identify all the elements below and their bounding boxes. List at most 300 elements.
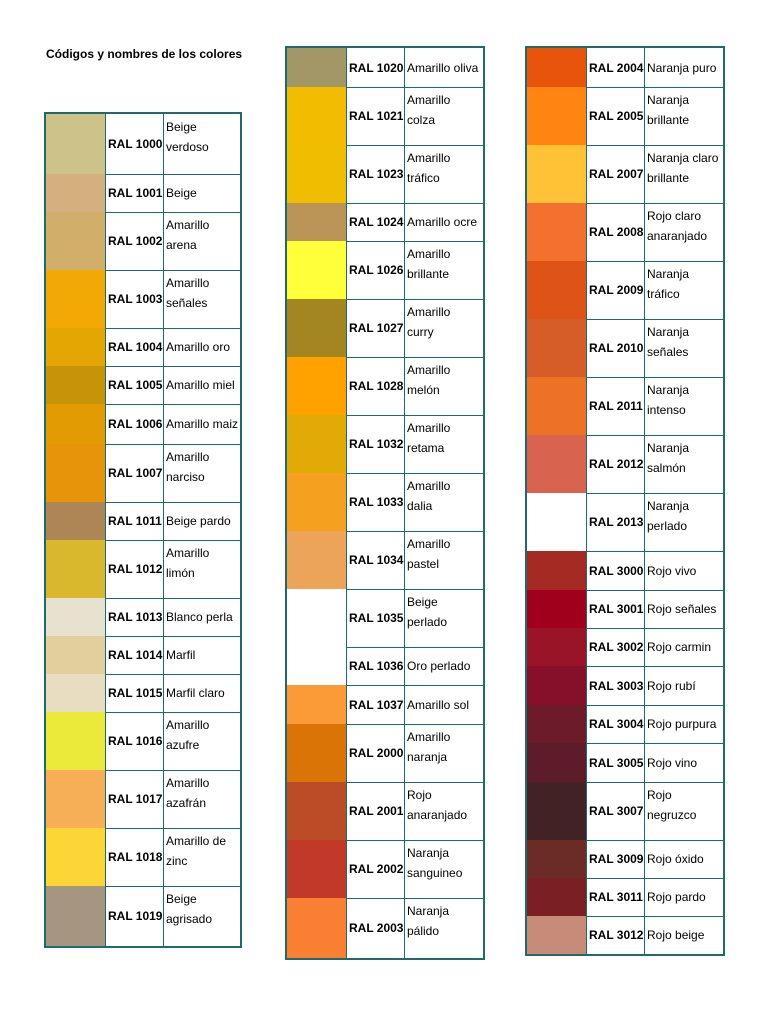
color-swatch: [46, 636, 105, 674]
color-name-line: Beige: [407, 595, 438, 609]
color-row: [46, 444, 240, 503]
ral-code: RAL 2013: [586, 493, 644, 551]
color-name-line: colza: [407, 113, 436, 127]
color-name-line: dalia: [407, 499, 433, 513]
color-name-line: tráfico: [647, 287, 680, 301]
color-swatch: [287, 415, 346, 473]
color-name-line: señales: [647, 345, 689, 359]
color-row: [527, 435, 723, 494]
color-name-line: pastel: [407, 557, 440, 571]
color-name: [163, 328, 240, 366]
color-name: [404, 241, 483, 299]
color-name-line: perlado: [407, 615, 448, 629]
color-row: [527, 666, 723, 706]
color-swatch: [527, 493, 586, 551]
color-swatch: [287, 357, 346, 415]
color-swatch: [46, 270, 105, 328]
color-row: [527, 743, 723, 783]
color-swatch: [46, 828, 105, 886]
color-table-3: [525, 46, 725, 956]
color-swatch: [46, 114, 105, 174]
color-table-1: [44, 112, 242, 948]
color-name-line: Amarillo oliva: [407, 60, 479, 75]
ral-code: RAL 2009: [586, 261, 644, 319]
color-swatch: [287, 840, 346, 898]
color-name-line: Amarillo: [166, 276, 210, 290]
color-row: [287, 531, 483, 590]
color-name-line: salmón: [647, 461, 686, 475]
ral-code: RAL 2003: [346, 898, 404, 958]
color-name: [644, 916, 723, 954]
color-name: [644, 377, 723, 435]
color-name-line: Rojo pardo: [647, 890, 706, 904]
color-swatch: [287, 473, 346, 531]
color-name-line: Amarillo: [166, 718, 210, 732]
ral-code: RAL 1019: [105, 886, 163, 946]
color-name-line: Naranja: [407, 846, 450, 860]
ral-code: RAL 1002: [105, 212, 163, 270]
color-swatch: [527, 666, 586, 705]
ral-code: RAL 2002: [346, 840, 404, 898]
color-name: [404, 87, 483, 145]
ral-code: RAL 3005: [586, 743, 644, 782]
color-name: [404, 647, 483, 685]
ral-code: RAL 2004: [586, 48, 644, 87]
color-name-line: Rojo señales: [647, 602, 717, 616]
color-name-line: intenso: [647, 403, 686, 417]
color-row: [287, 473, 483, 532]
color-row: [527, 203, 723, 262]
color-name-line: Rojo óxido: [647, 852, 704, 866]
color-name-line: Amarillo: [166, 450, 210, 464]
color-name: [644, 782, 723, 840]
color-name: [404, 685, 483, 724]
color-row: [46, 598, 240, 637]
color-name: [163, 828, 240, 886]
color-name-line: limón: [166, 566, 195, 580]
color-name-line: brillante: [407, 267, 450, 281]
color-swatch: [527, 782, 586, 840]
color-name-line: Naranja: [647, 267, 690, 281]
ral-code: RAL 1006: [105, 404, 163, 444]
ral-code: RAL 3002: [586, 628, 644, 666]
color-name-line: Rojo rubí: [647, 678, 696, 693]
ral-code: RAL 1034: [346, 531, 404, 589]
ral-code: RAL 1036: [346, 647, 404, 685]
color-row: [46, 366, 240, 405]
color-row: [46, 540, 240, 599]
ral-code: RAL 1028: [346, 357, 404, 415]
color-row: [527, 87, 723, 146]
ral-code: RAL 3000: [586, 551, 644, 590]
color-swatch: [46, 366, 105, 404]
color-name: [404, 299, 483, 357]
color-name: [404, 840, 483, 898]
ral-code: RAL 1035: [346, 589, 404, 647]
color-name: [163, 270, 240, 328]
ral-code: RAL 1014: [105, 636, 163, 674]
ral-code: RAL 1016: [105, 712, 163, 770]
color-swatch: [287, 299, 346, 357]
color-row: [46, 502, 240, 541]
color-name: [404, 48, 483, 87]
ral-code: RAL 1021: [346, 87, 404, 145]
color-name-line: Amarillo sol: [407, 697, 470, 712]
color-row: [527, 551, 723, 591]
color-swatch: [287, 647, 346, 685]
color-row: [46, 674, 240, 713]
ral-code: RAL 3012: [586, 916, 644, 954]
color-swatch: [527, 551, 586, 590]
color-name-line: Amarillo maiz: [166, 417, 239, 431]
ral-code: RAL 3003: [586, 666, 644, 705]
color-name-line: Blanco perla: [166, 610, 233, 624]
color-name: [404, 898, 483, 958]
color-name-line: Rojo vivo: [647, 563, 697, 578]
color-row: [527, 840, 723, 879]
color-name-line: Amarillo de: [166, 834, 227, 848]
color-name-line: melón: [407, 383, 440, 397]
ral-code: RAL 1012: [105, 540, 163, 598]
color-name: [644, 705, 723, 743]
color-swatch: [46, 212, 105, 270]
color-name-line: Amarillo: [407, 479, 451, 493]
color-name: [644, 48, 723, 87]
color-swatch: [527, 145, 586, 203]
color-name-line: Marfil: [166, 648, 196, 662]
color-name: [404, 415, 483, 473]
color-swatch: [527, 87, 586, 145]
color-name: [163, 444, 240, 502]
color-swatch: [527, 261, 586, 319]
color-row: [527, 590, 723, 629]
ral-code: RAL 1024: [346, 203, 404, 241]
color-swatch: [287, 531, 346, 589]
color-name: [163, 770, 240, 828]
ral-code: RAL 1000: [105, 114, 163, 174]
color-name-line: Naranja: [647, 499, 690, 513]
color-name: [163, 174, 240, 212]
color-swatch: [287, 589, 346, 647]
color-name-line: azufre: [166, 738, 200, 752]
color-row: [46, 328, 240, 367]
color-row: [287, 724, 483, 783]
color-row: [287, 415, 483, 474]
ral-code: RAL 2000: [346, 724, 404, 782]
color-swatch: [527, 435, 586, 493]
color-name: [163, 712, 240, 770]
ral-code: RAL 3007: [586, 782, 644, 840]
ral-code: RAL 1013: [105, 598, 163, 636]
color-row: [287, 203, 483, 242]
color-name-line: Naranja claro: [647, 151, 719, 165]
color-swatch: [46, 404, 105, 444]
ral-code: RAL 1001: [105, 174, 163, 212]
color-name: [163, 366, 240, 404]
color-name: [163, 212, 240, 270]
color-name-line: Amarillo: [407, 421, 451, 435]
color-swatch: [527, 878, 586, 916]
color-row: [46, 270, 240, 329]
color-swatch: [527, 916, 586, 954]
color-name-line: naranja: [407, 750, 448, 764]
ral-code: RAL 1007: [105, 444, 163, 502]
ral-code: RAL 1033: [346, 473, 404, 531]
ral-code: RAL 3004: [586, 705, 644, 743]
ral-code: RAL 1023: [346, 145, 404, 203]
color-row: [527, 319, 723, 378]
color-name-line: azafrán: [166, 796, 207, 810]
color-swatch: [46, 502, 105, 540]
page-title: Códigos y nombres de los colores: [46, 47, 243, 61]
color-name-line: Amarillo miel: [166, 378, 235, 392]
ral-code: RAL 1032: [346, 415, 404, 473]
color-swatch: [287, 87, 346, 145]
color-name-line: Naranja: [647, 441, 690, 455]
color-name-line: Amarillo: [166, 546, 210, 560]
color-row: [287, 898, 483, 958]
color-name-line: tráfico: [407, 171, 440, 185]
color-swatch: [527, 203, 586, 261]
color-row: [287, 840, 483, 899]
color-swatch: [287, 724, 346, 782]
color-name: [163, 886, 240, 946]
color-name-line: perlado: [647, 519, 688, 533]
color-name-line: señales: [166, 296, 208, 310]
color-swatch: [46, 770, 105, 828]
color-row: [46, 886, 240, 946]
color-name-line: anaranjado: [647, 229, 708, 243]
color-name: [163, 114, 240, 174]
color-row: [46, 828, 240, 887]
color-name: [644, 203, 723, 261]
color-name: [163, 502, 240, 540]
ral-code: RAL 3001: [586, 590, 644, 628]
color-row: [287, 647, 483, 686]
color-row: [46, 404, 240, 445]
color-name: [644, 878, 723, 916]
color-row: [287, 299, 483, 358]
color-swatch: [46, 444, 105, 502]
color-name: [644, 590, 723, 628]
ral-code: RAL 2005: [586, 87, 644, 145]
color-row: [287, 589, 483, 648]
color-name: [404, 531, 483, 589]
color-row: [527, 878, 723, 917]
color-row: [287, 685, 483, 725]
color-row: [527, 145, 723, 204]
color-name-line: Naranja: [647, 325, 690, 339]
color-row: [287, 241, 483, 300]
ral-code: RAL 2007: [586, 145, 644, 203]
color-swatch: [527, 628, 586, 666]
color-table-2: [285, 46, 485, 960]
color-name-line: Amarillo: [407, 730, 451, 744]
color-name: [644, 145, 723, 203]
color-name-line: Amarillo: [166, 776, 210, 790]
ral-code: RAL 1005: [105, 366, 163, 404]
color-swatch: [527, 743, 586, 782]
color-row: [287, 357, 483, 416]
ral-code: RAL 1018: [105, 828, 163, 886]
color-name-line: retama: [407, 441, 445, 455]
color-name: [404, 473, 483, 531]
color-name: [644, 628, 723, 666]
ral-code: RAL 1017: [105, 770, 163, 828]
color-row: [287, 48, 483, 88]
color-name: [404, 357, 483, 415]
color-name-line: brillante: [647, 113, 690, 127]
color-name-line: Naranja: [647, 383, 690, 397]
color-row: [46, 636, 240, 675]
color-swatch: [527, 840, 586, 878]
color-row: [527, 493, 723, 552]
color-name: [644, 666, 723, 705]
color-name-line: Beige: [166, 120, 197, 134]
color-name-line: Amarillo oro: [166, 340, 231, 354]
ral-code: RAL 2011: [586, 377, 644, 435]
color-name-line: Amarillo: [407, 363, 451, 377]
color-swatch: [527, 590, 586, 628]
color-swatch: [46, 712, 105, 770]
ral-code: RAL 2010: [586, 319, 644, 377]
color-row: [46, 114, 240, 175]
color-swatch: [527, 319, 586, 377]
color-row: [527, 377, 723, 436]
color-name-line: Oro perlado: [407, 659, 471, 673]
color-name: [644, 435, 723, 493]
color-swatch: [46, 674, 105, 712]
color-row: [46, 174, 240, 213]
color-name-line: Naranja puro: [647, 60, 717, 75]
color-swatch: [287, 782, 346, 840]
color-row: [527, 628, 723, 667]
color-name-line: Amarillo: [166, 218, 210, 232]
color-name: [163, 540, 240, 598]
color-name-line: Naranja: [407, 904, 450, 918]
ral-code: RAL 3011: [586, 878, 644, 916]
ral-code: RAL 1026: [346, 241, 404, 299]
color-name-line: Naranja: [647, 93, 690, 107]
color-swatch: [287, 48, 346, 87]
color-swatch: [287, 685, 346, 724]
color-name-line: sanguineo: [407, 866, 463, 880]
color-row: [527, 261, 723, 320]
color-name: [404, 782, 483, 840]
color-name-line: Amarillo ocre: [407, 215, 478, 229]
ral-code: RAL 3009: [586, 840, 644, 878]
ral-code: RAL 1027: [346, 299, 404, 357]
color-name-line: Amarillo: [407, 305, 451, 319]
color-swatch: [287, 241, 346, 299]
color-name-line: zinc: [166, 854, 188, 868]
color-name-line: narciso: [166, 470, 205, 484]
color-swatch: [287, 898, 346, 958]
color-name-line: pálido: [407, 924, 440, 938]
color-name-line: Rojo purpura: [647, 717, 717, 731]
color-name-line: arena: [166, 238, 197, 252]
color-name-line: Beige: [166, 892, 197, 906]
color-swatch: [46, 540, 105, 598]
color-row: [527, 782, 723, 841]
color-row: [527, 48, 723, 88]
color-swatch: [287, 203, 346, 241]
ral-code: RAL 1004: [105, 328, 163, 366]
color-name: [644, 261, 723, 319]
color-swatch: [46, 328, 105, 366]
color-name-line: Beige: [166, 186, 197, 200]
color-name: [163, 674, 240, 712]
color-swatch: [527, 48, 586, 87]
color-name: [404, 203, 483, 241]
color-name: [644, 840, 723, 878]
color-swatch: [287, 145, 346, 203]
color-name-line: verdoso: [166, 140, 209, 154]
color-name-line: Rojo carmin: [647, 640, 712, 654]
ral-code: RAL 2008: [586, 203, 644, 261]
color-name-line: anaranjado: [407, 808, 468, 822]
color-name-line: Rojo claro: [647, 209, 702, 223]
color-name: [163, 598, 240, 636]
color-name-line: Rojo beige: [647, 928, 705, 942]
color-row: [287, 782, 483, 841]
ral-code: RAL 1015: [105, 674, 163, 712]
color-name-line: Rojo: [647, 788, 672, 802]
color-name: [404, 145, 483, 203]
color-name: [644, 493, 723, 551]
color-row: [527, 705, 723, 744]
color-row: [46, 712, 240, 771]
color-name-line: brillante: [647, 171, 690, 185]
color-name: [644, 87, 723, 145]
color-swatch: [46, 598, 105, 636]
color-name-line: Rojo: [407, 788, 432, 802]
color-name-line: Amarillo: [407, 247, 451, 261]
color-swatch: [46, 886, 105, 946]
color-swatch: [46, 174, 105, 212]
ral-code: RAL 2012: [586, 435, 644, 493]
ral-code: RAL 2001: [346, 782, 404, 840]
color-name: [404, 724, 483, 782]
ral-code: RAL 1003: [105, 270, 163, 328]
color-name: [163, 636, 240, 674]
color-row: [46, 212, 240, 271]
color-name-line: Amarillo: [407, 93, 451, 107]
color-name-line: Amarillo: [407, 151, 451, 165]
color-name-line: negruzco: [647, 808, 697, 822]
color-name: [163, 404, 240, 444]
color-name-line: Amarillo: [407, 537, 451, 551]
color-row: [46, 770, 240, 829]
color-name-line: Marfil claro: [166, 686, 225, 700]
color-name-line: Beige pardo: [166, 514, 231, 528]
ral-code: RAL 1011: [105, 502, 163, 540]
color-swatch: [527, 377, 586, 435]
color-name: [644, 551, 723, 590]
color-name: [404, 589, 483, 647]
ral-code: RAL 1037: [346, 685, 404, 724]
color-swatch: [527, 705, 586, 743]
color-name-line: agrisado: [166, 912, 213, 926]
ral-code: RAL 1020: [346, 48, 404, 87]
color-name: [644, 743, 723, 782]
color-name: [644, 319, 723, 377]
color-row: [527, 916, 723, 954]
color-name-line: Rojo vino: [647, 755, 698, 770]
color-name-line: curry: [407, 325, 434, 339]
color-row: [287, 145, 483, 204]
color-row: [287, 87, 483, 146]
